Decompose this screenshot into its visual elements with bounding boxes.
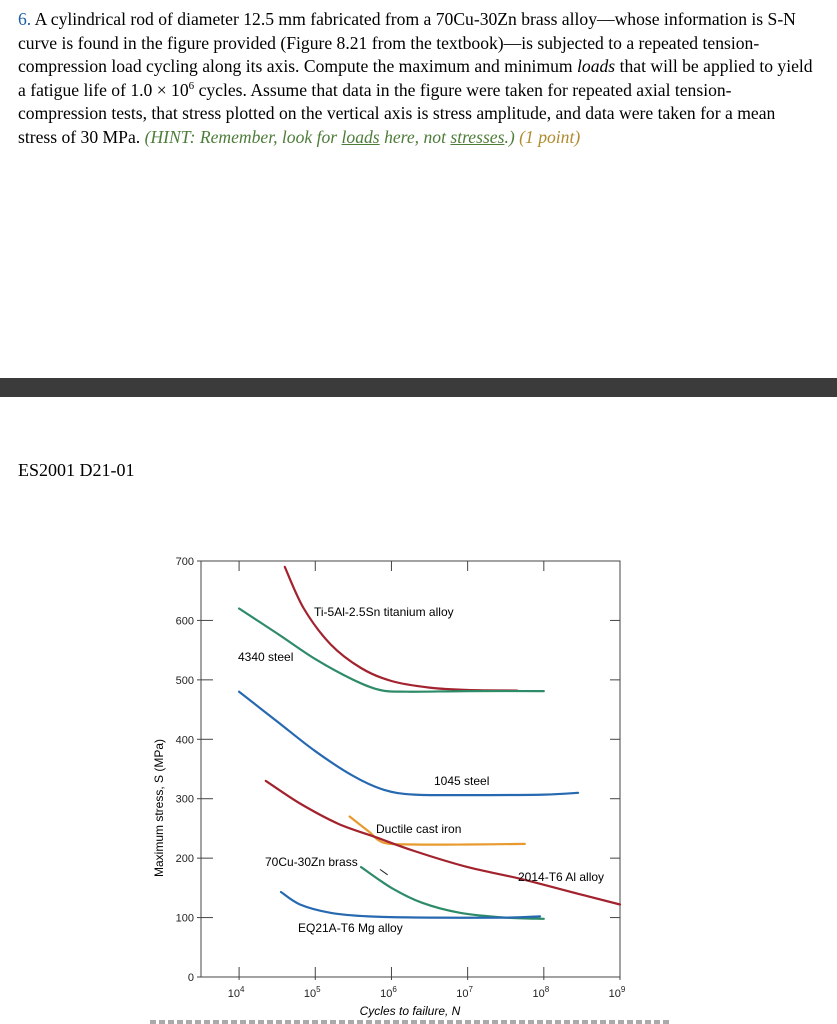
footer-text-cutoff	[150, 1020, 670, 1024]
series-line-2014-t6-al-alloy	[266, 781, 620, 905]
series-line-1045-steel	[239, 692, 578, 795]
annotation-brass: 70Cu-30Zn brass	[265, 855, 358, 869]
exponent: 6	[188, 79, 195, 92]
section-divider	[0, 378, 837, 397]
y-tick-label: 0	[187, 972, 194, 984]
annotation-iron: Ductile cast iron	[376, 822, 462, 836]
x-tick-label: $10^7$	[456, 985, 473, 1000]
chart-labels	[152, 605, 604, 1018]
sn-curve-chart	[0, 540, 837, 1024]
y-tick-label: 700	[175, 556, 194, 568]
x-tick-label: $10^6$	[380, 985, 397, 1000]
y-axis-label: Maximum stress, S (MPa)	[152, 738, 166, 878]
annotation-mg: EQ21A-T6 Mg alloy	[298, 921, 403, 935]
question-body-2: that will be applied to yield a fatigue life of 1.0 × 10	[18, 56, 813, 100]
series-line-70cu-30zn-brass	[361, 867, 544, 919]
brass-leader-line	[380, 869, 388, 874]
hint-stresses: stresses	[450, 126, 505, 147]
y-tick-label: 300	[175, 793, 194, 806]
loads-emphasis: loads	[577, 56, 616, 76]
question-body-1: A cylindrical rod of diameter 12.5 mm fabricated from a 70Cu-30Zn brass alloy—whose information is S-N curve is found in the figure provided (Figure 8.21 from the textbook)—is subjected to a repeated tension-compression load cycling along its axis. Compute the maximum and minimum	[18, 9, 796, 76]
annotation-4340: 4340 steel	[238, 650, 294, 664]
y-tick-label: 500	[175, 674, 194, 687]
series-line-eq21a-t6-mg-alloy	[281, 892, 540, 918]
course-code: ES2001 D21-01	[18, 460, 135, 480]
question-body-3: cycles. Assume that data in the figure were taken for repeated axial tension-compression tests, that stress plotted on the vertical axis is stress amplitude, and data were taken for a mean stress of 30 MPa.	[18, 79, 776, 147]
y-tick-label: 600	[175, 615, 194, 628]
annotation-al: 2014-T6 Al alloy	[518, 870, 605, 884]
hint-part-c: .)	[504, 126, 515, 147]
hint-part-a: (HINT: Remember, look for	[144, 126, 338, 147]
hint-part-b: here, not	[384, 126, 446, 147]
x-tick-label: $10^4$	[227, 985, 245, 1000]
y-tick-label: 400	[175, 734, 194, 747]
annotation-ti: Ti-5Al-2.5Sn titanium alloy	[314, 605, 454, 619]
question-text	[18, 8, 818, 149]
hint-loads: loads	[341, 126, 380, 147]
x-tick-label: $10^9$	[608, 985, 626, 1000]
x-tick-label: $10^5$	[303, 985, 321, 1000]
x-tick-label: $10^8$	[532, 985, 550, 1000]
y-tick-label: 100	[175, 912, 194, 925]
point-value: (1 point)	[519, 126, 581, 147]
x-axis-label: Cycles to failure, N	[359, 1004, 461, 1018]
question-number: 6.	[18, 9, 32, 29]
annotation-1045: 1045 steel	[434, 774, 490, 788]
series-line-ti-5al-2-5sn-titanium-alloy	[285, 567, 517, 691]
y-tick-label: 200	[175, 853, 194, 866]
plot-frame	[201, 561, 620, 977]
